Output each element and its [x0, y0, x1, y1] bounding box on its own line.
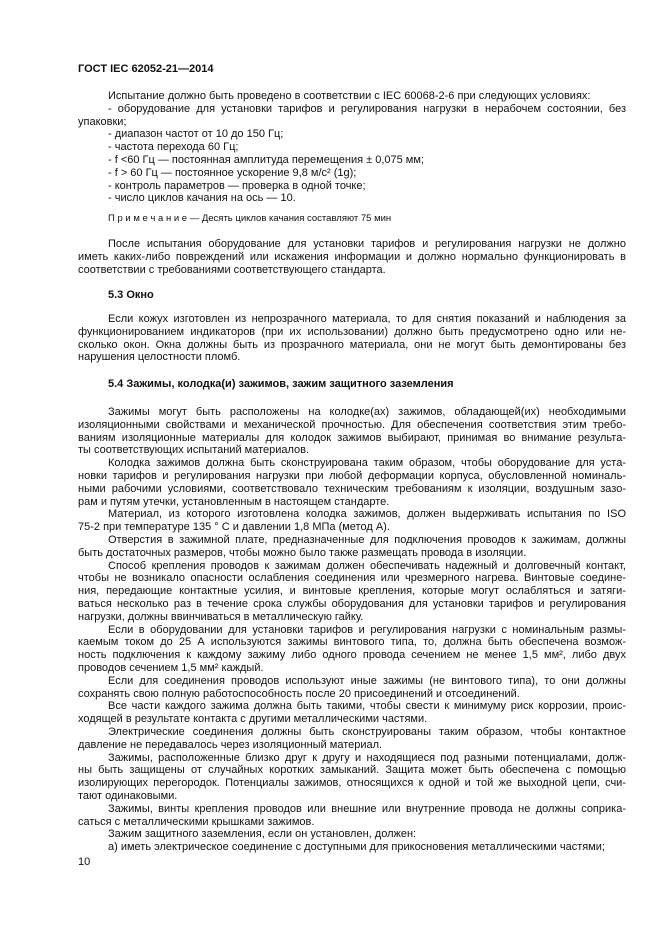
text-line: сколько окон. Окна должны быть из прозрачного материала, они не могут быть демонтированы без: [78, 338, 626, 351]
text-line: Если кожух изготовлен из непрозрачного материала, то для снятия показаний и наблюдения за: [108, 313, 626, 325]
text-line: Отверстия в зажимной плате, предназначенные для подключения проводов к зажимам, должны: [108, 533, 626, 546]
paragraph: [78, 90, 626, 103]
paragraph: [78, 726, 626, 752]
text-line: Если в оборудовании для установки тарифов и регулирования нагрузки с номинальным размы-: [108, 623, 626, 636]
text-line: Колодка зажимов должна быть сконструирована таким образом, чтобы оборудование для уста-: [108, 457, 626, 470]
text-line: Зажимы, расположенные близко друг к другу и находящиеся под разными потенциалами, долж-: [108, 751, 626, 764]
paragraph: [78, 803, 626, 829]
text-line: проводов сечением 1,5 мм² каждый.: [78, 661, 264, 674]
section-heading-5-4: [78, 378, 626, 391]
paragraph: [78, 154, 626, 167]
text-line: упаковки;: [78, 115, 127, 128]
text-line: ваниям изоляционные материалы для колодок зажимов выбирают, принимая во внимание результа-: [78, 431, 626, 444]
text-line: функционированием индикаторов (при их использовании) должно быть предусмотрено одно или не-: [78, 325, 626, 338]
paragraph: [78, 180, 626, 193]
text-line: Способ крепления проводов к зажимам должен обеспечивать надежный и долговечный контакт,: [108, 559, 626, 572]
paragraph: [78, 167, 626, 180]
section-heading-5-3: [78, 289, 626, 302]
text-line: ность подключения к каждому зажиму либо одного провода сечением не менее 1,5 мм², либо двух: [78, 649, 626, 662]
document-header: ГОСТ IEC 62052-21—2014: [78, 63, 214, 75]
text-line: - диапазон частот от 10 до 150 Гц;: [108, 128, 284, 141]
paragraph: [78, 508, 626, 534]
paragraph: [78, 289, 626, 302]
text-line: Если для соединения проводов используют иные зажимы (не винтового типа), то они должны: [108, 674, 626, 687]
text-line: изолирующих перегородок. Потенциалы зажимов, относящихся к одной и той же выходной цепи, счи-: [78, 777, 626, 790]
text-line: - f > 60 Гц — постоянное ускорение 9,8 м/с² (1g);: [108, 166, 357, 179]
text-line: ваться несколько раз в течение срока службы оборудования для установки тарифов и регулирования: [78, 597, 626, 610]
text-line: П р и м е ч а н и е — Десять циклов качания составляют 75 мин: [108, 213, 392, 224]
text-line: После испытания оборудование для установки тарифов и регулирования нагрузки не должно: [108, 238, 626, 250]
text-line: Зажимы могут быть расположены на колодке(ах) зажимов, обладающей(их) необходимыми: [108, 406, 626, 418]
paragraph-after-test: [78, 238, 626, 276]
text-line: Электрические соединения должны быть сконструированы таким образом, чтобы контактное: [108, 725, 626, 738]
paragraph: [78, 213, 626, 226]
text-line: - контроль параметров — проверка в одной точке;: [108, 179, 366, 192]
text-line: иметь каких-либо повреждений или искажения информации и должно нормально функционировать в: [78, 250, 626, 263]
page-number: 10: [78, 856, 91, 868]
text-line: тают одинаковыми.: [78, 789, 178, 802]
paragraph: [78, 560, 626, 624]
text-line: ния, передающие контактные усилия, и винтовые крепления, которые могут ослабляться и затяги-: [78, 585, 626, 598]
text-line: Испытание должно быть проведено в соответствии с IEC 60068-2-6 при следующих условиях:: [108, 90, 591, 102]
section-5-3-body: [78, 313, 626, 364]
paragraph: [78, 752, 626, 803]
paragraph: [78, 828, 626, 841]
text-line: Все части каждого зажима должна быть такими, чтобы свести к минимуму риск коррозии, проис-: [108, 700, 626, 713]
paragraph: [78, 406, 626, 457]
text-line: рам и путям утечки, установленным в настоящем стандарте.: [78, 495, 390, 508]
text-line: соответствии с требованиями соответствующего стандарта.: [78, 263, 386, 276]
text-line: - число циклов качания на ось — 10.: [108, 192, 296, 205]
text-line: - частота перехода 60 Гц;: [108, 141, 239, 154]
text-line: 5.3 Окно: [108, 289, 154, 301]
text-line: 5.4 Зажимы, колодка(и) зажимов, зажим защитного заземления: [108, 378, 454, 390]
text-line: чтобы не возникало опасности ослабления соединения или чрезмерного нагрева. Винтовые соедине-: [78, 572, 626, 585]
text-line: новки тарифов и регулирования нагрузки при любой деформации корпуса, обусловленной номиналь-: [78, 469, 626, 482]
text-line: сохранять свою полную работоспособность после 20 присоединений и отсоединений.: [78, 687, 520, 700]
text-line: Зажим защитного заземления, если он установлен, должен:: [108, 828, 417, 841]
paragraph: [78, 192, 626, 205]
text-line: саться с металлическими крышками зажимов.: [78, 815, 315, 828]
text-line: ными рабочими условиями, соответствовало техническим требованиям к изоляции, воздушным зазо-: [78, 482, 626, 495]
text-line: ходящей в результате контакта с другими металлическими частями.: [78, 713, 428, 726]
text-line: - оборудование для установки тарифов и регулирования нагрузки в нерабочем состоянии, без: [108, 102, 626, 115]
text-line: 75-2 при температуре 135 ° С и давлении 1,8 МПа (метод А).: [78, 521, 390, 534]
note: [78, 213, 626, 226]
text-line: нарушения целостности пломб.: [78, 351, 241, 364]
text-line: а) иметь электрическое соединение с доступными для прикосновения металлическими частями;: [108, 841, 605, 854]
text-line: Материал, из которого изготовлена колодка зажимов, должен выдерживать испытания по ISO: [108, 508, 626, 521]
text-line: каемым током до 25 А используются зажимы винтового типа, то, должна быть обеспечена возмож-: [78, 636, 626, 649]
text-line: нагрузки, должны ввинчиваться в металлическую гайку.: [78, 610, 364, 623]
paragraph: [78, 128, 626, 141]
paragraph: [78, 457, 626, 508]
paragraph: [78, 624, 626, 675]
section-5-4-body: [78, 406, 626, 854]
text-line: Зажимы, винты крепления проводов или внешние или внутренние провода не должны соприка-: [108, 802, 626, 815]
paragraph: [78, 841, 626, 854]
text-line: изоляционными свойствами и механической прочностью. Для обеспечения соответствия этим требо-: [78, 418, 626, 431]
text-line: - f <60 Гц — постоянная амплитуда перемещения ± 0,075 мм;: [108, 153, 424, 166]
test-conditions: [78, 90, 626, 205]
text-line: быть достаточных размеров, чтобы можно было также размещать провода в изоляции.: [78, 546, 527, 559]
paragraph: [78, 313, 626, 364]
paragraph: [78, 700, 626, 726]
paragraph: [78, 534, 626, 560]
paragraph: [78, 103, 626, 129]
text-line: давление не передавалось через изоляционный материал.: [78, 738, 383, 751]
text-line: ны быть защищены от случайных коротких замыканий. Защита может быть обеспечена с помощью: [78, 764, 626, 777]
text-line: ты соответствующих испытаний материалов.: [78, 444, 310, 457]
paragraph: [78, 675, 626, 701]
paragraph: [78, 378, 626, 391]
paragraph: [78, 141, 626, 154]
paragraph: [78, 238, 626, 276]
